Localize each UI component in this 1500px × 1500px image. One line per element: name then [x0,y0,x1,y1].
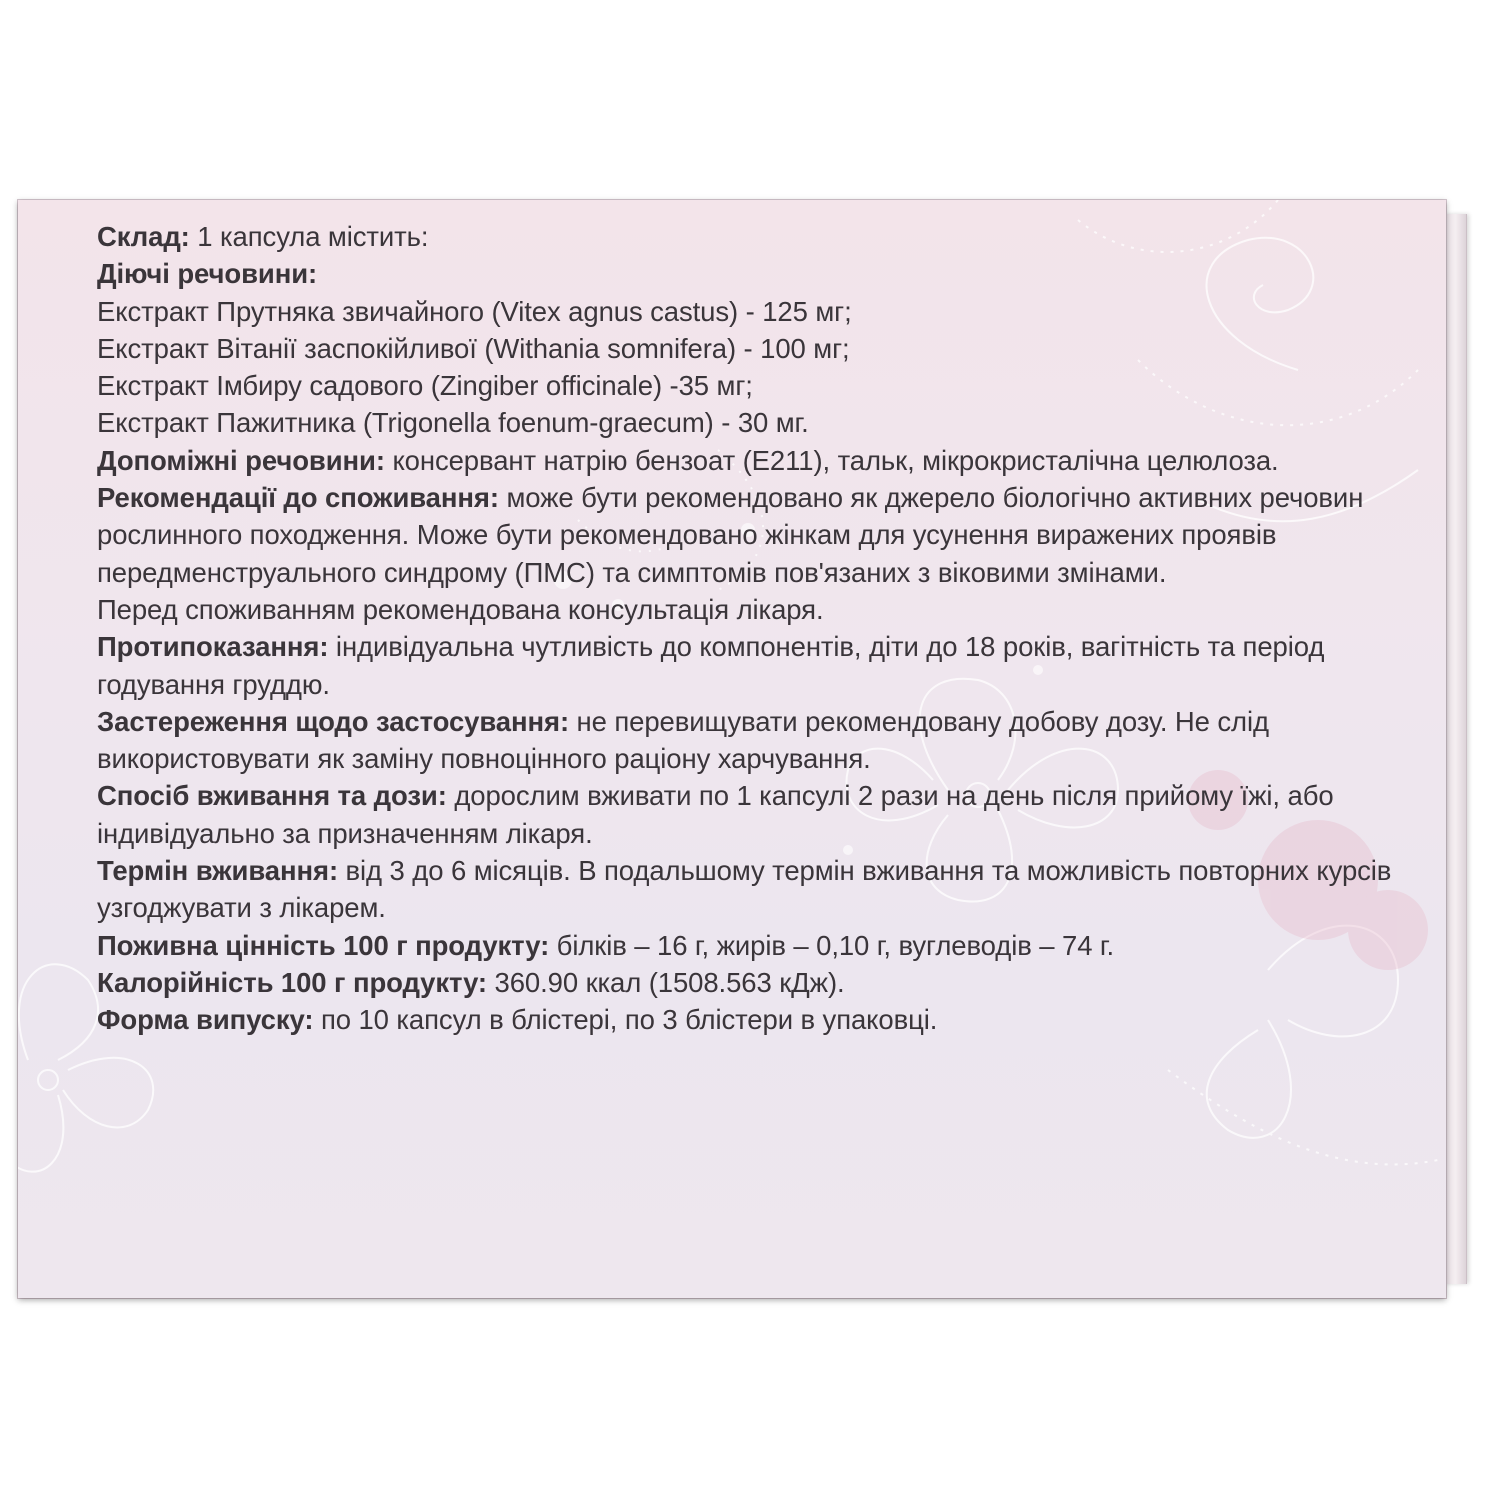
product-description [97,218,1417,1039]
contraindications-line [97,628,1417,703]
nutrition-text: білків – 16 г, жирів – 0,10 г, вуглеводів – 74 г. [549,929,1115,961]
dosage-text: дорослим вживати по 1 капсулі 2 рази на день після прийому їжі, або індивідуально за призначенням лікаря. [97,780,1334,849]
active-ingredient-item: Екстракт Вітанії заспокійливої (Withania somnifera) - 100 мг; [97,332,850,364]
duration-label: Термін вживання: [97,855,338,887]
warnings-text: не перевищувати рекомендовану добову дозу. Не слід використовувати як заміну повноцінного раціону харчування. [97,705,1269,775]
excipients-text: консервант натрію бензоат (Е211), тальк, мікрокристалічна целюлоза. [384,444,1279,476]
composition-text: 1 капсула містить: [189,221,429,252]
nutrition-label: Поживна цінність 100 г продукту: [97,929,550,961]
release-form-text: по 10 капсул в блістері, по 3 блістери в упаковці. [313,1004,938,1036]
active-ingredient-item: Екстракт Імбиру садового (Zingiber officinale) -35 мг; [97,370,753,402]
excipients-label: Допоміжні речовини: [97,444,385,476]
composition-label: Склад: [97,221,190,252]
active-ingredient-item: Екстракт Прутняка звичайного (Vitex agnus castus) - 125 мг; [97,295,852,327]
active-ingredient-item: Екстракт Пажитника (Trigonella foenum-graecum) - 30 мг. [97,407,809,439]
release-form-label: Форма випуску: [97,1004,314,1036]
recommendations-label: Рекомендації до споживання: [97,482,499,514]
contraindications-label: Протипоказання: [97,631,329,663]
calories-text: 360.90 ккал (1508.563 кДж). [486,966,845,998]
calories-line [97,964,1417,1001]
dosage-label: Спосіб вживання та дози: [97,780,447,812]
product-box-back [18,200,1446,1298]
nutrition-line [97,927,1417,964]
recommendations-text: може бути рекомендовано як джерело біологічно активних речовин рослинного походження. Може бути рекомендовано жінкам для усунення виражених проявів передменструального синдрому (ПМС) та симптомів пов'язаних з віковими змінами. [97,482,1364,588]
duration-text: від 3 до 6 місяців. В подальшому термін вживання та можливість повторних курсів узгоджувати з лікарем. [97,855,1392,924]
consultation-note: Перед споживанням рекомендована консультація лікаря. [97,593,824,625]
release-form-line [97,1001,1417,1038]
calories-label: Калорійність 100 г продукту: [97,966,487,998]
warnings-label: Застереження щодо застосування: [97,705,570,737]
recommendations-line [97,479,1417,591]
duration-line [97,852,1417,927]
composition-line [97,218,1417,255]
warnings-line [97,703,1417,778]
excipients-line [97,442,1417,479]
active-ingredients-heading: Діючі речовини: [97,258,318,290]
dosage-line [97,777,1417,852]
contraindications-text: індивідуальна чутливість до компонентів, діти до 18 років, вагітність та період годування груддю. [97,631,1325,700]
